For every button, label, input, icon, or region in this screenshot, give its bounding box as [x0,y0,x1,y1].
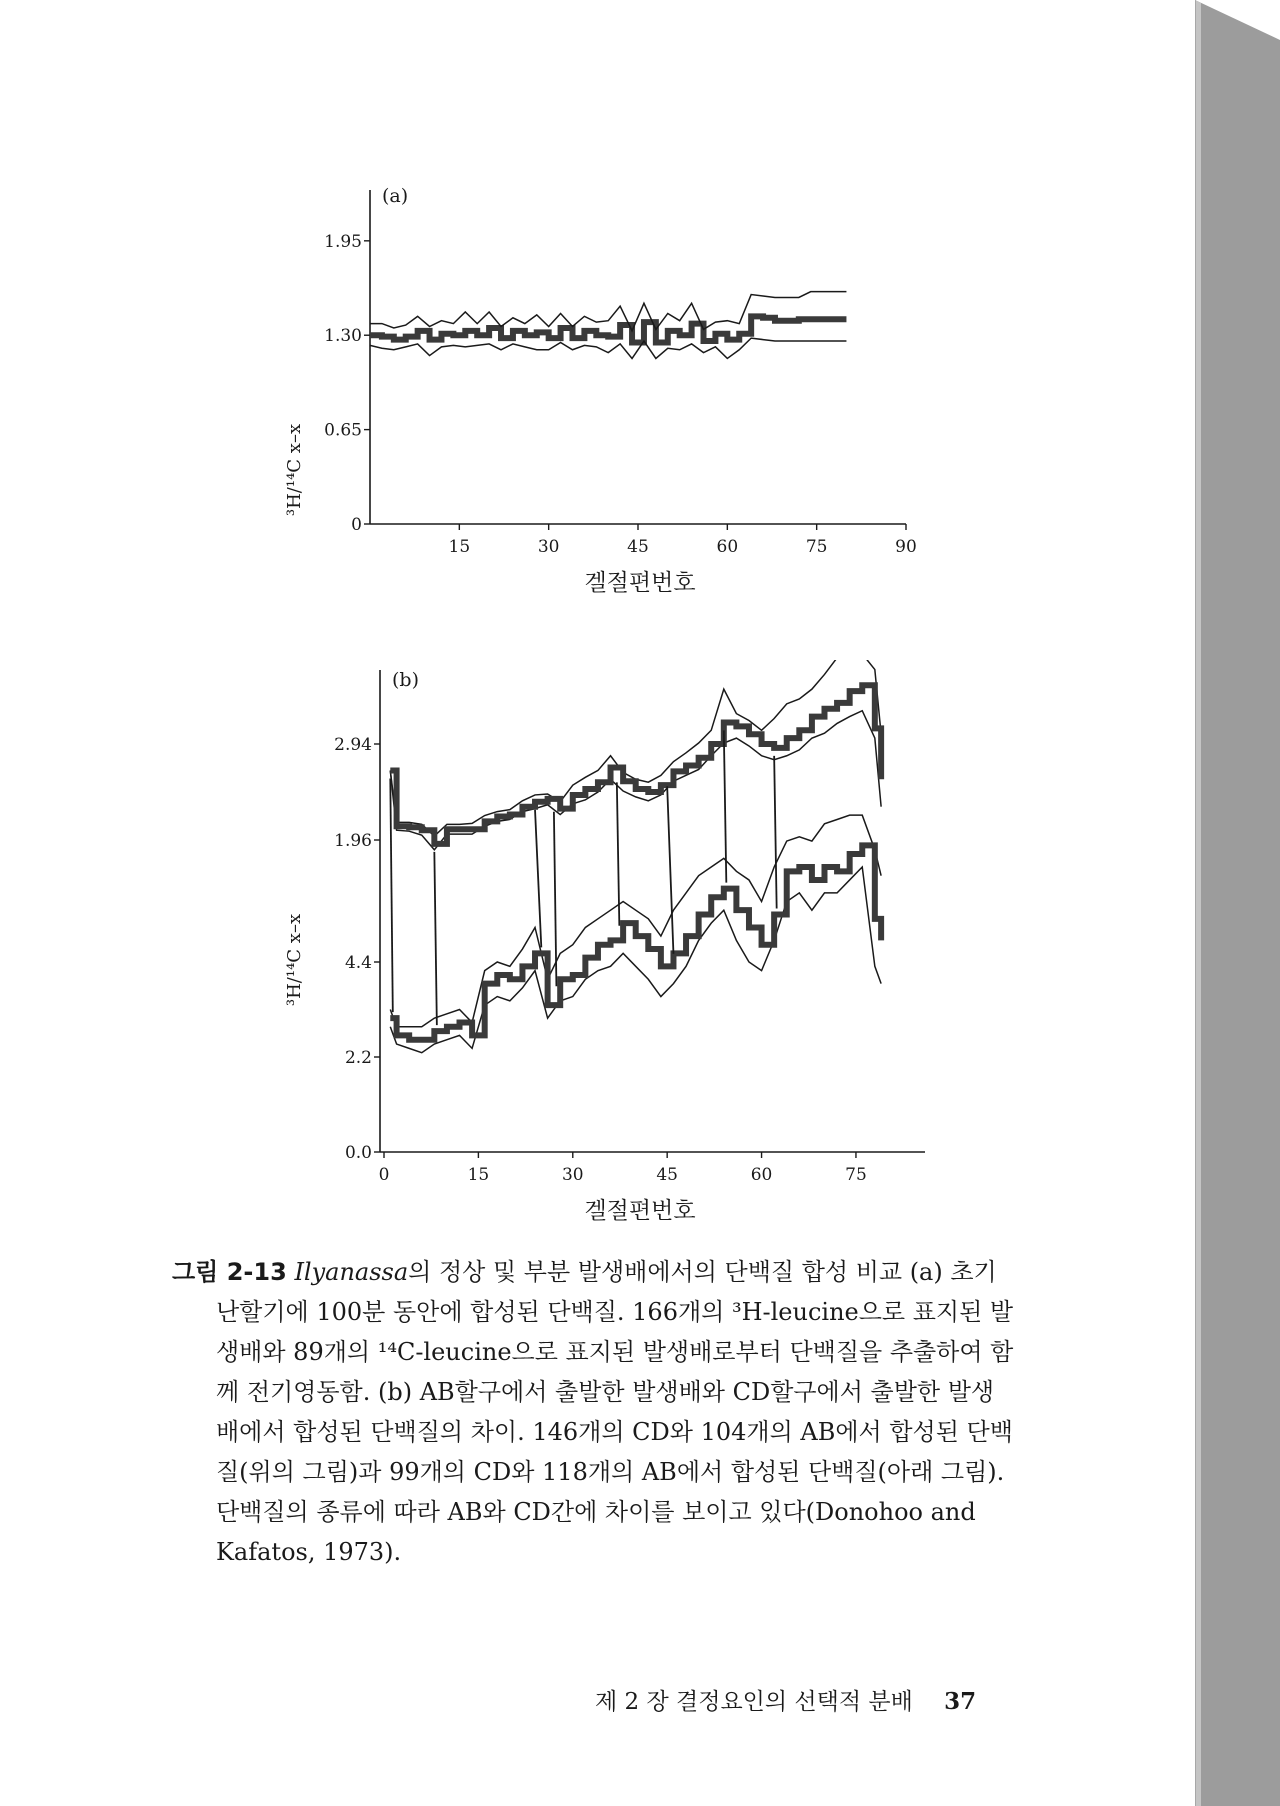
connector-line [434,852,437,1025]
chart-a-axes [324,190,917,557]
chart-a [270,180,950,600]
caption-species: Ilyanassa [294,1258,409,1286]
x-tick-label: 15 [448,537,471,557]
chart-a-panel-label: (a) [382,185,409,207]
caption-line: 단백질의 종류에 따라 AB와 CD간에 차이를 보이고 있다(Donohoo and [216,1498,976,1526]
caption-line: 난할기에 100분 동안에 합성된 단백질. 166개의 ³H-leucine으로 표지된 발 [216,1298,1014,1326]
y-tick-label: 1.96 [334,831,372,851]
chapter-title: 제 2 장 결정요인의 선택적 분배 [595,1689,913,1715]
y-tick-label: 4.4 [344,953,372,973]
chart-a-xlabel: 겔절편번호 [584,570,696,596]
y-tick-label: 0 [351,515,362,535]
y-tick-label: 1.95 [324,231,362,252]
page-number: 37 [944,1688,977,1715]
upper-panel-mean-line [390,685,881,844]
y-tick-label: 1.30 [324,326,362,347]
upper-bound-line [370,292,846,331]
y-tick-label: 0.0 [344,1143,372,1163]
connector-line [617,782,620,925]
caption-line: Kafatos, 1973). [216,1538,402,1566]
book-edge [1195,0,1280,1806]
x-tick-label: 45 [656,1165,678,1185]
chart-b-series [390,660,881,1053]
chart-a-series [370,292,846,359]
x-tick-label: 60 [716,537,739,557]
chart-b-xlabel: 겔절편번호 [584,1198,696,1224]
x-tick-label: 90 [895,537,917,557]
y-tick-label: 2.94 [334,735,372,755]
x-tick-label: 30 [537,537,560,557]
x-tick-label: 75 [845,1165,867,1185]
connector-line [554,812,557,986]
page-footer [595,1683,995,1716]
x-tick-label: 75 [805,537,828,557]
caption-line: 께 전기영동함. (b) AB할구에서 출발한 발생배와 CD할구에서 출발한 발생 [216,1378,995,1406]
x-tick-label: 60 [750,1165,773,1185]
connector-line [667,786,673,954]
x-tick-label: 0 [378,1165,390,1185]
figure-caption [172,1252,1022,1572]
chart-b-axes [334,670,925,1185]
caption-line: 의 정상 및 부분 발생배에서의 단백질 합성 비교 (a) 초기 [408,1258,997,1286]
x-tick-label: 15 [467,1165,490,1185]
caption-line: 생배와 89개의 ¹⁴C-leucine으로 표지된 발생배로부터 단백질을 추출하여 함 [216,1338,1014,1366]
caption-figure-label: 그림 2-13 [172,1258,287,1286]
chart-b-ylabel: ³H/¹⁴C x–x [284,913,305,1007]
connector-line [774,756,777,909]
caption-line: 질(위의 그림)과 99개의 CD와 118개의 AB에서 합성된 단백질(아래 그림). [216,1458,1005,1486]
x-tick-label: 45 [627,537,649,557]
caption-line: 배에서 합성된 단백질의 차이. 146개의 CD와 104개의 AB에서 합성된 단백 [216,1418,1013,1446]
connector-line [535,810,541,948]
chart-a-ylabel: ³H/¹⁴C x–x [284,423,305,517]
chart-b [270,660,950,1240]
connector-line [390,778,393,1012]
lower-panel-mean-line [390,845,881,1039]
y-tick-label: 0.65 [324,420,362,441]
y-tick-label: 2.2 [344,1048,372,1068]
chart-b-panel-label: (b) [392,669,419,691]
upper-panel-upper-bound [390,660,881,836]
x-tick-label: 30 [561,1165,584,1185]
